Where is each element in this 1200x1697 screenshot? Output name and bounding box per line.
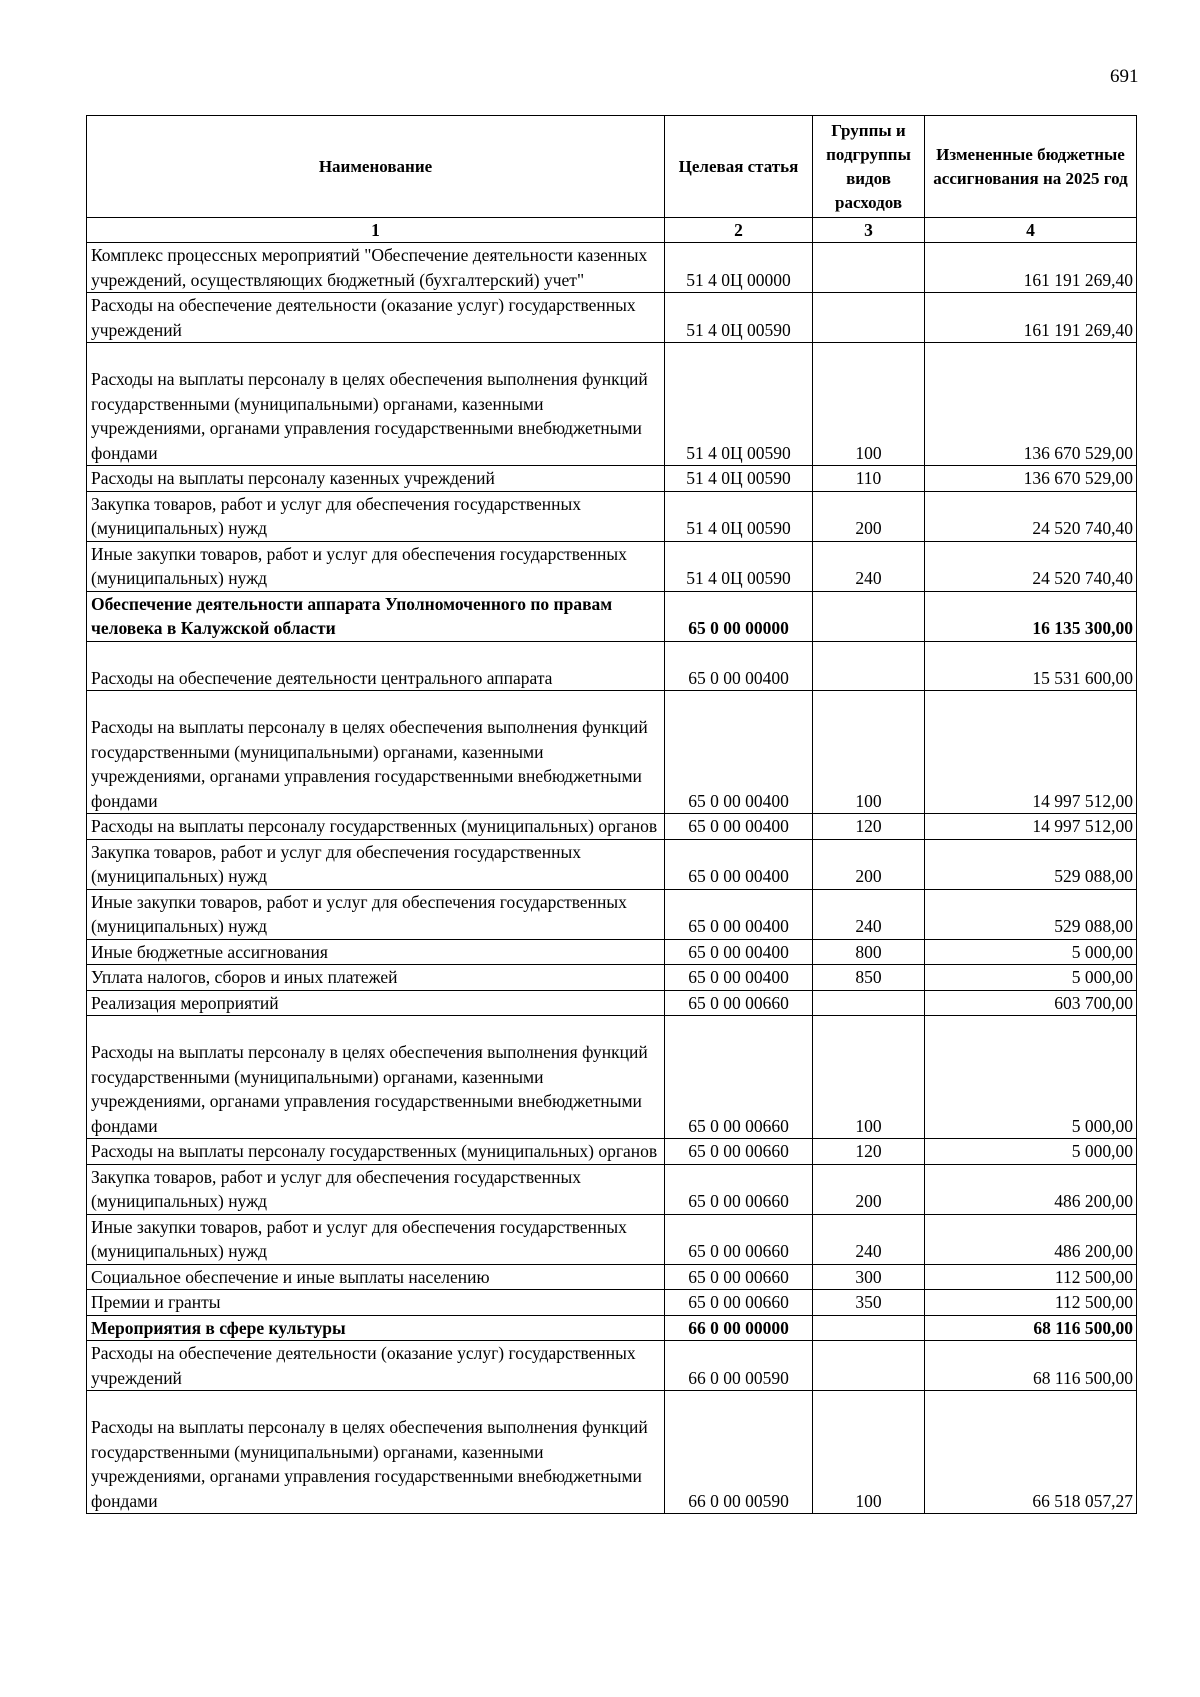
row-group: 240 <box>813 541 925 591</box>
table-row <box>87 965 1137 991</box>
row-name: Мероприятия в сфере культуры <box>87 1315 665 1341</box>
row-amount: 5 000,00 <box>925 1139 1137 1165</box>
table-row <box>87 814 1137 840</box>
row-name: Уплата налогов, сборов и иных платежей <box>87 965 665 991</box>
column-number-row <box>87 218 1137 243</box>
row-group: 120 <box>813 814 925 840</box>
row-name: Расходы на выплаты персоналу в целях обеспечения выполнения функций государственными (муниципальными) органами, казенными учреждениями, органами управления государственными внебюджетными фондами <box>87 1391 665 1514</box>
row-amount: 15 531 600,00 <box>925 641 1137 691</box>
row-name: Закупка товаров, работ и услуг для обеспечения государственных (муниципальных) нужд <box>87 1164 665 1214</box>
header-name: Наименование <box>87 116 665 218</box>
budget-table <box>86 115 1137 1514</box>
row-code: 66 0 00 00590 <box>665 1341 813 1391</box>
row-name: Расходы на обеспечение деятельности (оказание услуг) государственных учреждений <box>87 293 665 343</box>
row-amount: 603 700,00 <box>925 990 1137 1016</box>
row-group: 100 <box>813 1016 925 1139</box>
row-code: 65 0 00 00660 <box>665 1214 813 1264</box>
row-name: Закупка товаров, работ и услуг для обеспечения государственных (муниципальных) нужд <box>87 491 665 541</box>
row-name: Расходы на выплаты персоналу государственных (муниципальных) органов <box>87 814 665 840</box>
table-row <box>87 243 1137 293</box>
row-group <box>813 990 925 1016</box>
row-code: 65 0 00 00660 <box>665 1290 813 1316</box>
row-group: 200 <box>813 839 925 889</box>
table-row <box>87 691 1137 814</box>
row-group: 300 <box>813 1264 925 1290</box>
page-number: 691 <box>1110 66 1139 87</box>
row-group <box>813 243 925 293</box>
table-row <box>87 591 1137 641</box>
row-name: Премии и гранты <box>87 1290 665 1316</box>
row-amount: 14 997 512,00 <box>925 814 1137 840</box>
row-code: 65 0 00 00660 <box>665 1264 813 1290</box>
row-amount: 136 670 529,00 <box>925 466 1137 492</box>
row-amount: 112 500,00 <box>925 1290 1137 1316</box>
col-number: 2 <box>665 218 813 243</box>
row-name: Расходы на обеспечение деятельности (оказание услуг) государственных учреждений <box>87 1341 665 1391</box>
row-code: 65 0 00 00400 <box>665 691 813 814</box>
row-name: Комплекс процессных мероприятий "Обеспечение деятельности казенных учреждений, осуществляющих бюджетный (бухгалтерский) учет" <box>87 243 665 293</box>
col-number: 4 <box>925 218 1137 243</box>
header-amount: Измененные бюджетные ассигнования на 2025 год <box>925 116 1137 218</box>
row-name: Расходы на выплаты персоналу в целях обеспечения выполнения функций государственными (муниципальными) органами, казенными учреждениями, органами управления государственными внебюджетными фондами <box>87 1016 665 1139</box>
row-group <box>813 591 925 641</box>
table-row <box>87 889 1137 939</box>
row-code: 51 4 0Ц 00590 <box>665 343 813 466</box>
row-code: 65 0 00 00400 <box>665 814 813 840</box>
table-row <box>87 839 1137 889</box>
row-group <box>813 1315 925 1341</box>
table-row <box>87 1290 1137 1316</box>
row-name: Закупка товаров, работ и услуг для обеспечения государственных (муниципальных) нужд <box>87 839 665 889</box>
row-amount: 68 116 500,00 <box>925 1341 1137 1391</box>
table-row <box>87 1391 1137 1514</box>
table-row <box>87 1139 1137 1165</box>
row-name: Обеспечение деятельности аппарата Уполномоченного по правам человека в Калужской области <box>87 591 665 641</box>
row-group: 240 <box>813 889 925 939</box>
row-name: Расходы на выплаты персоналу в целях обеспечения выполнения функций государственными (муниципальными) органами, казенными учреждениями, органами управления государственными внебюджетными фондами <box>87 343 665 466</box>
table-row <box>87 1315 1137 1341</box>
row-amount: 16 135 300,00 <box>925 591 1137 641</box>
table-row <box>87 1264 1137 1290</box>
row-group: 100 <box>813 691 925 814</box>
row-name: Социальное обеспечение и иные выплаты населению <box>87 1264 665 1290</box>
row-name: Иные закупки товаров, работ и услуг для обеспечения государственных (муниципальных) нужд <box>87 1214 665 1264</box>
row-code: 66 0 00 00590 <box>665 1391 813 1514</box>
row-name: Расходы на обеспечение деятельности центрального аппарата <box>87 641 665 691</box>
row-group: 120 <box>813 1139 925 1165</box>
col-number: 3 <box>813 218 925 243</box>
row-amount: 161 191 269,40 <box>925 293 1137 343</box>
row-amount: 68 116 500,00 <box>925 1315 1137 1341</box>
row-code: 51 4 0Ц 00590 <box>665 541 813 591</box>
row-amount: 5 000,00 <box>925 1016 1137 1139</box>
table-row <box>87 491 1137 541</box>
row-code: 65 0 00 00400 <box>665 889 813 939</box>
row-group: 200 <box>813 491 925 541</box>
row-code: 51 4 0Ц 00590 <box>665 491 813 541</box>
row-code: 66 0 00 00000 <box>665 1315 813 1341</box>
table-row <box>87 990 1137 1016</box>
row-code: 65 0 00 00400 <box>665 965 813 991</box>
row-name: Расходы на выплаты персоналу в целях обеспечения выполнения функций государственными (муниципальными) органами, казенными учреждениями, органами управления государственными внебюджетными фондами <box>87 691 665 814</box>
row-amount: 24 520 740,40 <box>925 491 1137 541</box>
row-name: Иные закупки товаров, работ и услуг для обеспечения государственных (муниципальных) нужд <box>87 889 665 939</box>
row-amount: 112 500,00 <box>925 1264 1137 1290</box>
row-name: Расходы на выплаты персоналу казенных учреждений <box>87 466 665 492</box>
row-amount: 529 088,00 <box>925 839 1137 889</box>
row-code: 65 0 00 00660 <box>665 1164 813 1214</box>
header-group: Группы и подгруппы видов расходов <box>813 116 925 218</box>
row-amount: 14 997 512,00 <box>925 691 1137 814</box>
table-row <box>87 1341 1137 1391</box>
row-amount: 486 200,00 <box>925 1214 1137 1264</box>
row-group <box>813 1341 925 1391</box>
row-code: 65 0 00 00000 <box>665 591 813 641</box>
row-code: 51 4 0Ц 00000 <box>665 243 813 293</box>
row-group: 100 <box>813 1391 925 1514</box>
row-code: 65 0 00 00400 <box>665 939 813 965</box>
header-target: Целевая статья <box>665 116 813 218</box>
row-group: 200 <box>813 1164 925 1214</box>
row-group: 350 <box>813 1290 925 1316</box>
row-amount: 529 088,00 <box>925 889 1137 939</box>
row-group: 240 <box>813 1214 925 1264</box>
table-row <box>87 466 1137 492</box>
row-code: 65 0 00 00660 <box>665 1016 813 1139</box>
row-amount: 24 520 740,40 <box>925 541 1137 591</box>
row-group: 850 <box>813 965 925 991</box>
table-row <box>87 541 1137 591</box>
row-code: 65 0 00 00660 <box>665 990 813 1016</box>
row-amount: 5 000,00 <box>925 939 1137 965</box>
row-amount: 486 200,00 <box>925 1164 1137 1214</box>
row-group <box>813 641 925 691</box>
table-row <box>87 343 1137 466</box>
table-row <box>87 293 1137 343</box>
row-name: Иные закупки товаров, работ и услуг для обеспечения государственных (муниципальных) нужд <box>87 541 665 591</box>
row-amount: 136 670 529,00 <box>925 343 1137 466</box>
row-name: Расходы на выплаты персоналу государственных (муниципальных) органов <box>87 1139 665 1165</box>
table-row <box>87 641 1137 691</box>
row-amount: 66 518 057,27 <box>925 1391 1137 1514</box>
row-amount: 5 000,00 <box>925 965 1137 991</box>
row-code: 65 0 00 00660 <box>665 1139 813 1165</box>
table-row <box>87 939 1137 965</box>
row-amount: 161 191 269,40 <box>925 243 1137 293</box>
row-group: 110 <box>813 466 925 492</box>
row-group <box>813 293 925 343</box>
row-group: 800 <box>813 939 925 965</box>
table-row <box>87 1164 1137 1214</box>
row-code: 51 4 0Ц 00590 <box>665 466 813 492</box>
row-code: 51 4 0Ц 00590 <box>665 293 813 343</box>
col-number: 1 <box>87 218 665 243</box>
row-name: Реализация мероприятий <box>87 990 665 1016</box>
table-row <box>87 1214 1137 1264</box>
row-code: 65 0 00 00400 <box>665 641 813 691</box>
header-row <box>87 116 1137 218</box>
row-name: Иные бюджетные ассигнования <box>87 939 665 965</box>
row-code: 65 0 00 00400 <box>665 839 813 889</box>
table-row <box>87 1016 1137 1139</box>
row-group: 100 <box>813 343 925 466</box>
